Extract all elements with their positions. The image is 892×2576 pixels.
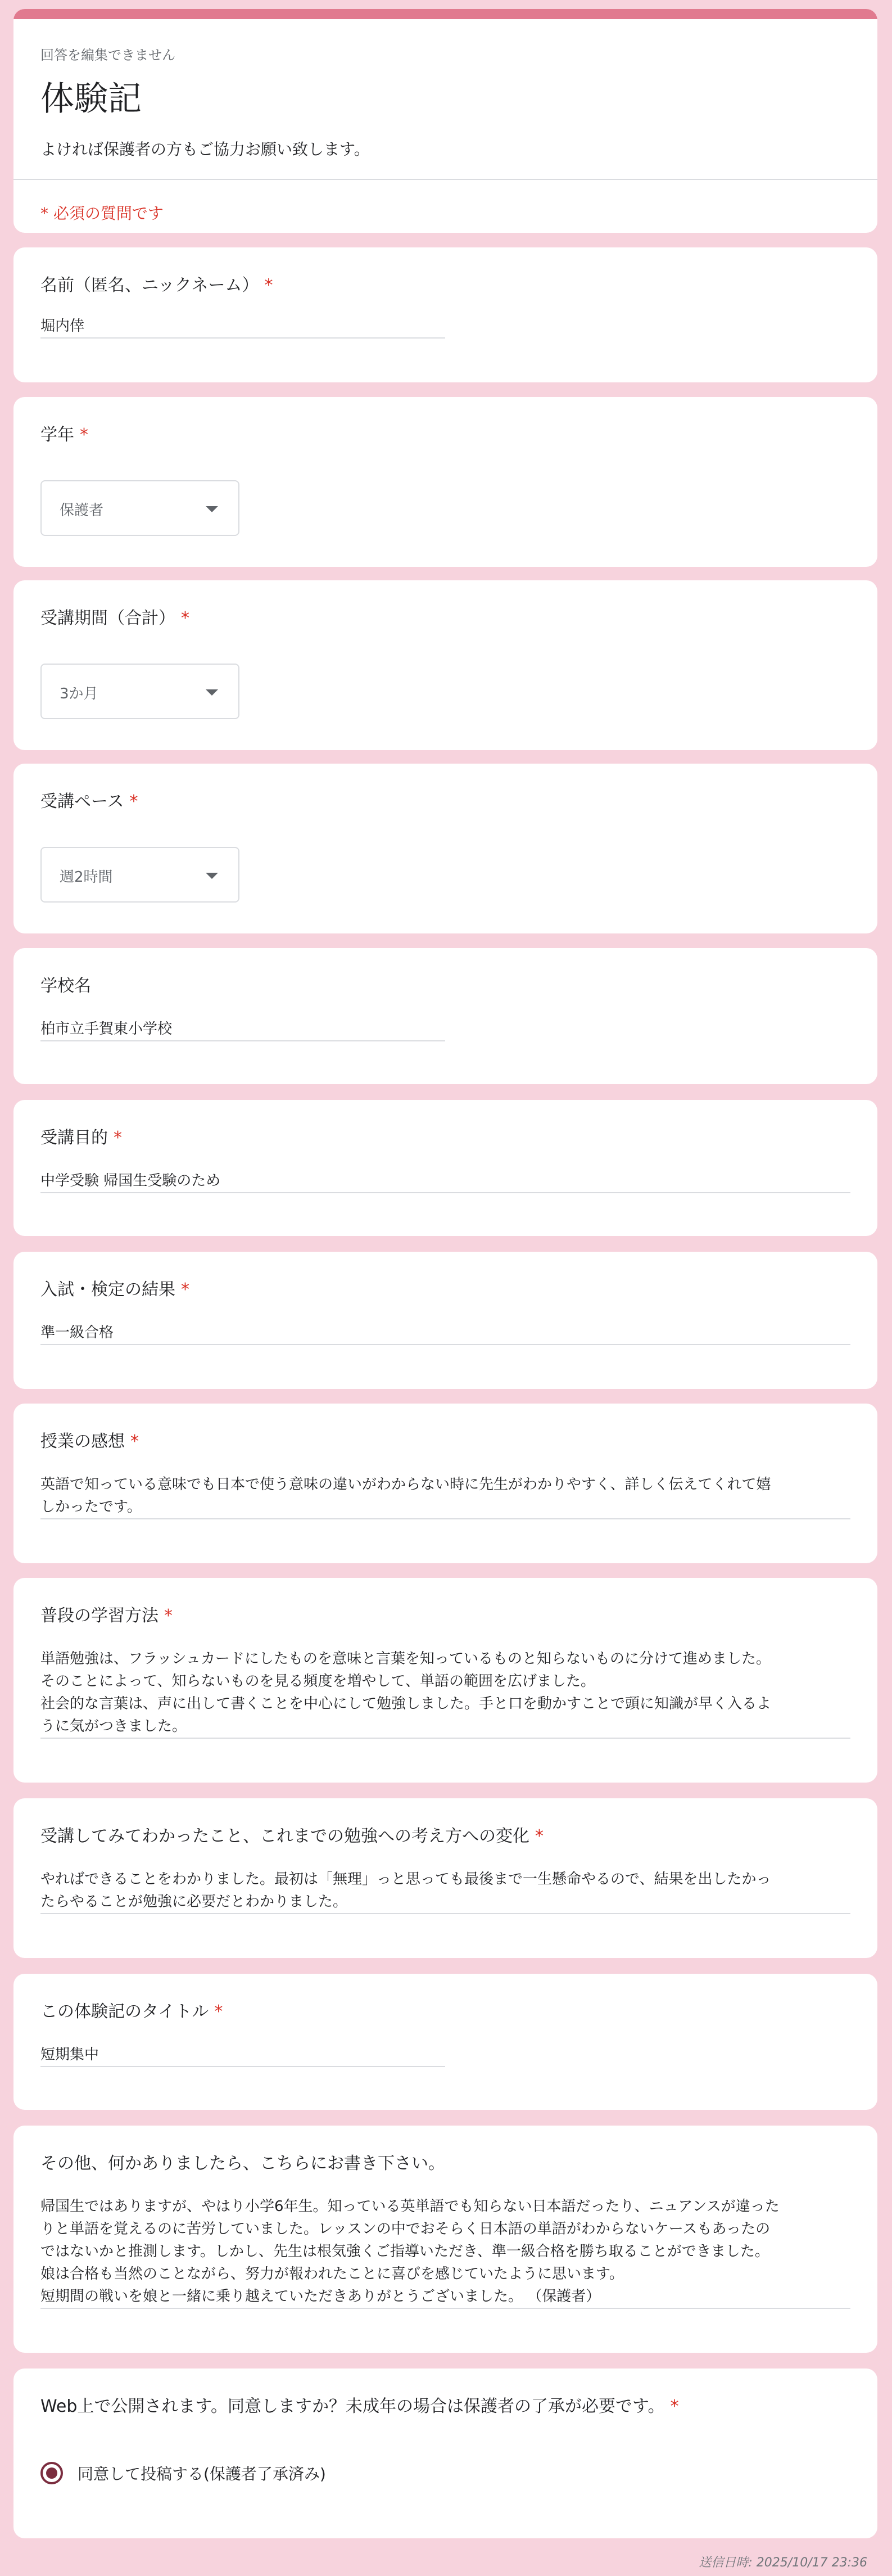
form-title: 体験記 bbox=[40, 79, 142, 119]
school-answer: 柏市立手賀東小学校 bbox=[40, 1018, 445, 1041]
question-card-experience-title bbox=[13, 1974, 877, 2110]
header-divider bbox=[13, 179, 877, 180]
purpose-answer: 中学受験 帰国生受験のため bbox=[40, 1170, 850, 1193]
dropdown-value: 保護者 bbox=[60, 502, 104, 519]
question-title: 授業の感想 * bbox=[40, 1432, 139, 1451]
question-title: Web上で公開されます。同意しますか？未成年の場合は保護者の了承が必要です。 * bbox=[40, 2397, 679, 2416]
question-title: 入試・検定の結果 * bbox=[40, 1280, 189, 1300]
dropdown-arrow-icon bbox=[206, 873, 218, 879]
question-card-consent bbox=[13, 2369, 877, 2538]
question-card-impression bbox=[13, 1404, 877, 1563]
required-asterisk: * bbox=[181, 608, 189, 628]
dropdown-value: 週2時間 bbox=[60, 869, 113, 886]
dropdown-arrow-icon bbox=[206, 689, 218, 696]
question-title: 受講ペース * bbox=[40, 792, 138, 811]
study-method-answer: 単語勉強は、フラッシュカードにしたものを意味と言葉を知っているものと知らないものに分けて進めました。 そのことによって、知らないものを見る頻度を増やして、単語の範囲を広げました。 社会的な言葉は、声に出して書くことを中心にして勉強しました。手と口を動かすことで頭に知識が早く入るよ うに気がつきました。 bbox=[40, 1648, 850, 1739]
other-answer: 帰国生ではありますが、やはり小学6年生。知っている英単語でも知らない日本語だったり、ニュアンスが違った りと単語を覚えるのに苦労していました。レッスンの中でおそらく日本語の単語がわからないケースもあったの ではないかと推測します。しかし、先生は根気強くご指導いただき、準一級合格を勝ち取ることができました。 娘は合格も当然のことながら、努力が報われたことに喜びを感じていたように思います。 短期間の戦いを娘と一緒に乗り越えていただきありがとうございました。 （保護者） bbox=[40, 2195, 850, 2309]
required-asterisk: * bbox=[214, 2002, 223, 2022]
required-asterisk: * bbox=[181, 1280, 189, 1300]
question-title: 受講目的 * bbox=[40, 1128, 122, 1148]
change-answer: やればできることをわかりました。最初は「無理」っと思っても最後まで一生懸命やるので、結果を出したかっ たらやることが勉強に必要だとわかりました。 bbox=[40, 1868, 850, 1914]
required-asterisk: * bbox=[130, 1432, 139, 1451]
question-card-study-method bbox=[13, 1578, 877, 1783]
question-card-change bbox=[13, 1798, 877, 1958]
required-asterisk: * bbox=[129, 792, 138, 811]
question-title: 学年 * bbox=[40, 425, 88, 445]
question-title: 名前（匿名、ニックネーム） * bbox=[40, 276, 273, 295]
consent-radio-option[interactable] bbox=[40, 2462, 326, 2484]
question-title: 受講期間（合計） * bbox=[40, 608, 189, 628]
required-asterisk: * bbox=[670, 2397, 679, 2416]
question-card-pace bbox=[13, 764, 877, 933]
header-accent-bar bbox=[13, 9, 877, 19]
impression-answer: 英語で知っている意味でも日本で使う意味の違いがわからない時に先生がわかりやすく、詳しく伝えてくれて嬉 しかったです。 bbox=[40, 1473, 850, 1519]
radio-dot bbox=[46, 2467, 57, 2479]
question-card-name bbox=[13, 247, 877, 382]
question-card-purpose bbox=[13, 1100, 877, 1236]
name-answer: 堀内倖 bbox=[40, 315, 445, 339]
question-card-result bbox=[13, 1252, 877, 1389]
required-note: * 必須の質問です bbox=[40, 204, 164, 223]
radio-selected-icon[interactable] bbox=[40, 2462, 63, 2484]
question-title: この体験記のタイトル * bbox=[40, 2002, 223, 2022]
question-card-grade bbox=[13, 397, 877, 567]
question-card-period bbox=[13, 580, 877, 750]
required-asterisk: * bbox=[535, 1826, 544, 1846]
form-header-card bbox=[13, 9, 877, 233]
question-card-other bbox=[13, 2126, 877, 2353]
result-answer: 準一級合格 bbox=[40, 1321, 850, 1345]
question-title: 学校名 bbox=[40, 976, 91, 996]
question-title: 普段の学習方法 * bbox=[40, 1606, 173, 1626]
question-title: 受講してみてわかったこと、これまでの勉強への考え方への変化 * bbox=[40, 1826, 544, 1846]
required-asterisk: * bbox=[264, 276, 273, 295]
radio-label: 同意して投稿する(保護者了承済み) bbox=[78, 2465, 326, 2483]
submitted-timestamp: 送信日時: 2025/10/17 23:36 bbox=[699, 2556, 867, 2570]
required-asterisk: * bbox=[164, 1606, 173, 1626]
question-title: その他、何かありましたら、こちらにお書き下さい。 bbox=[40, 2154, 445, 2173]
cannot-edit-notice: 回答を編集できません bbox=[40, 47, 175, 63]
required-asterisk: * bbox=[80, 425, 88, 445]
experience-title-answer: 短期集中 bbox=[40, 2043, 445, 2067]
question-card-school bbox=[13, 948, 877, 1084]
dropdown-value: 3か月 bbox=[60, 685, 98, 702]
period-dropdown[interactable] bbox=[40, 664, 239, 719]
pace-dropdown[interactable] bbox=[40, 847, 239, 903]
dropdown-arrow-icon bbox=[206, 506, 218, 512]
grade-dropdown[interactable] bbox=[40, 480, 239, 536]
required-asterisk: * bbox=[114, 1128, 122, 1148]
form-description: よければ保護者の方もご協力お願い致します。 bbox=[40, 140, 370, 159]
